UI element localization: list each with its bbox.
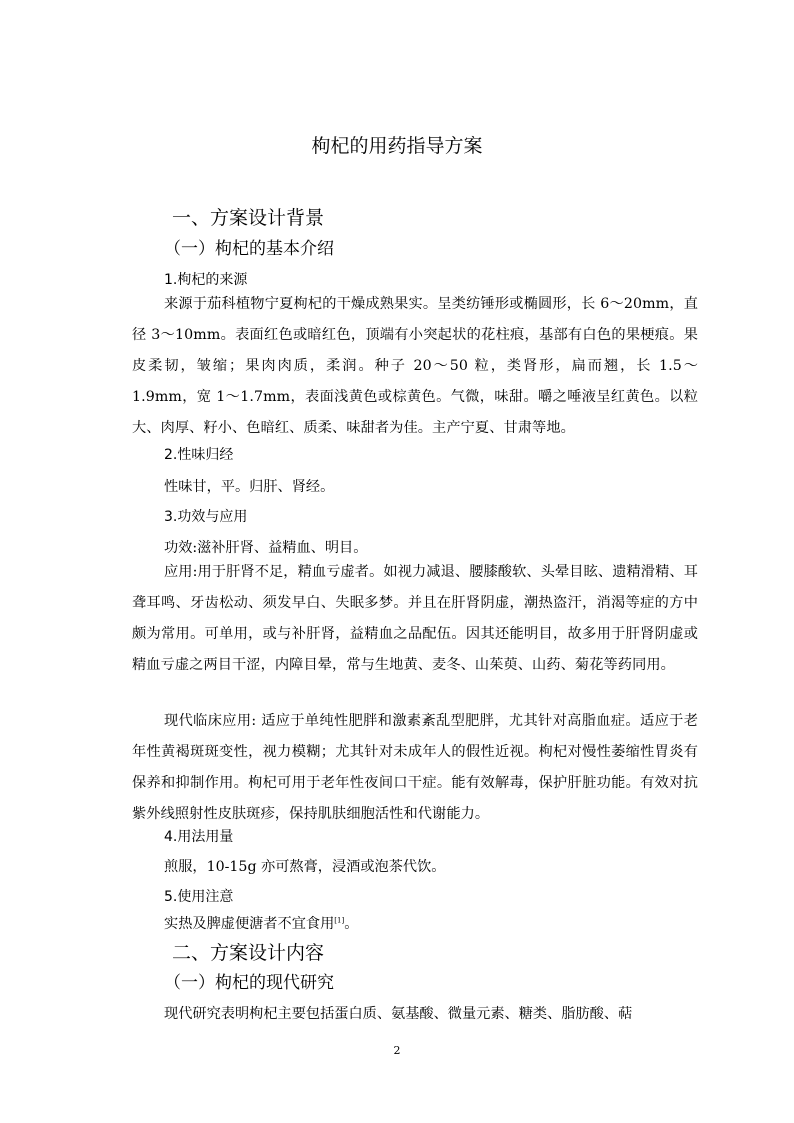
item-heading-dosage: 4.用法用量 <box>164 829 234 845</box>
precautions-text: 实热及脾虚便溏者不宜食用 <box>164 916 335 932</box>
paragraph-modern-clinical: 现代临床应用: 适应于单纯性肥胖和激素紊乱型肥胖，尤其针对高脂血症。适应于老年性黄褐斑斑变性，视力模糊；尤其针对未成年人的假性近视。枸杞对慢性萎缩性胃炎有保养和抑制作用。枸杞可用于老年性夜间口干症。能有效解毒，保护肝脏功能。有效对抗紫外线照射性皮肤斑疹，保持肌肤细胞活性和代谢能力。 <box>132 713 698 822</box>
item-heading-nature-meridian: 2.性味归经 <box>164 447 234 463</box>
precautions-end: 。 <box>344 916 359 932</box>
paragraph-source: 来源于茄科植物宁夏枸杞的干燥成熟果实。呈类纺锤形或椭圆形，长 6～20mm，直径 3～10mm。表面红色或暗红色，顶端有小突起状的花柱痕，基部有白色的果梗痕。果皮柔韧，皱缩；果肉肉质，柔润。种子 20～50 粒，类肾形，扁而翘，长 1.5～1.9mm，宽 1～1.7mm，表面浅黄色或棕黄色。气微，味甜。嚼之唾液呈红黄色。以粒大、肉厚、籽小、色暗红、质柔、味甜者为佳。主产宁夏、甘肃等地。 <box>132 296 698 436</box>
paragraph-nature-meridian: 性味甘，平。归肝、肾经。 <box>164 479 335 495</box>
item-heading-efficacy: 3.功效与应用 <box>164 509 248 525</box>
paragraph-efficacy: 功效:滋补肝肾、益精血、明目。 <box>164 540 368 556</box>
item-heading-precautions: 5.使用注意 <box>164 889 234 905</box>
section-heading-content: 二、方案设计内容 <box>172 942 325 964</box>
paragraph-precautions <box>164 914 358 934</box>
section-heading-background: 一、方案设计背景 <box>172 207 325 229</box>
citation-ref: [1] <box>334 916 345 925</box>
paragraph-dosage: 煎服，10-15g 亦可熬膏，浸酒或泡茶代饮。 <box>164 859 446 875</box>
paragraph-modern-research: 现代研究表明枸杞主要包括蛋白质、氨基酸、微量元素、糖类、脂肪酸、萜 <box>164 1006 633 1022</box>
subsection-heading-modern-research: （一）枸杞的现代研究 <box>164 973 334 993</box>
item-heading-source: 1.枸杞的来源 <box>164 272 248 288</box>
document-title: 枸杞的用药指导方案 <box>311 135 483 157</box>
subsection-heading-intro: （一）枸杞的基本介绍 <box>164 239 334 259</box>
paragraph-application: 应用:用于肝肾不足，精血亏虚者。如视力减退、腰膝酸软、头晕目眩、遗精滑精、耳聋耳鸣、牙齿松动、须发早白、失眠多梦。并且在肝肾阴虚，潮热盗汗，消渴等症的方中颇为常用。可单用，或与补肝肾，益精血之品配伍。因其还能明目，故多用于肝肾阴虚或精血亏虚之两目干涩，内障目晕，常与生地黄、麦冬、山茱萸、山药、菊花等药同用。 <box>132 564 698 673</box>
page-number: 2 <box>393 1044 401 1057</box>
